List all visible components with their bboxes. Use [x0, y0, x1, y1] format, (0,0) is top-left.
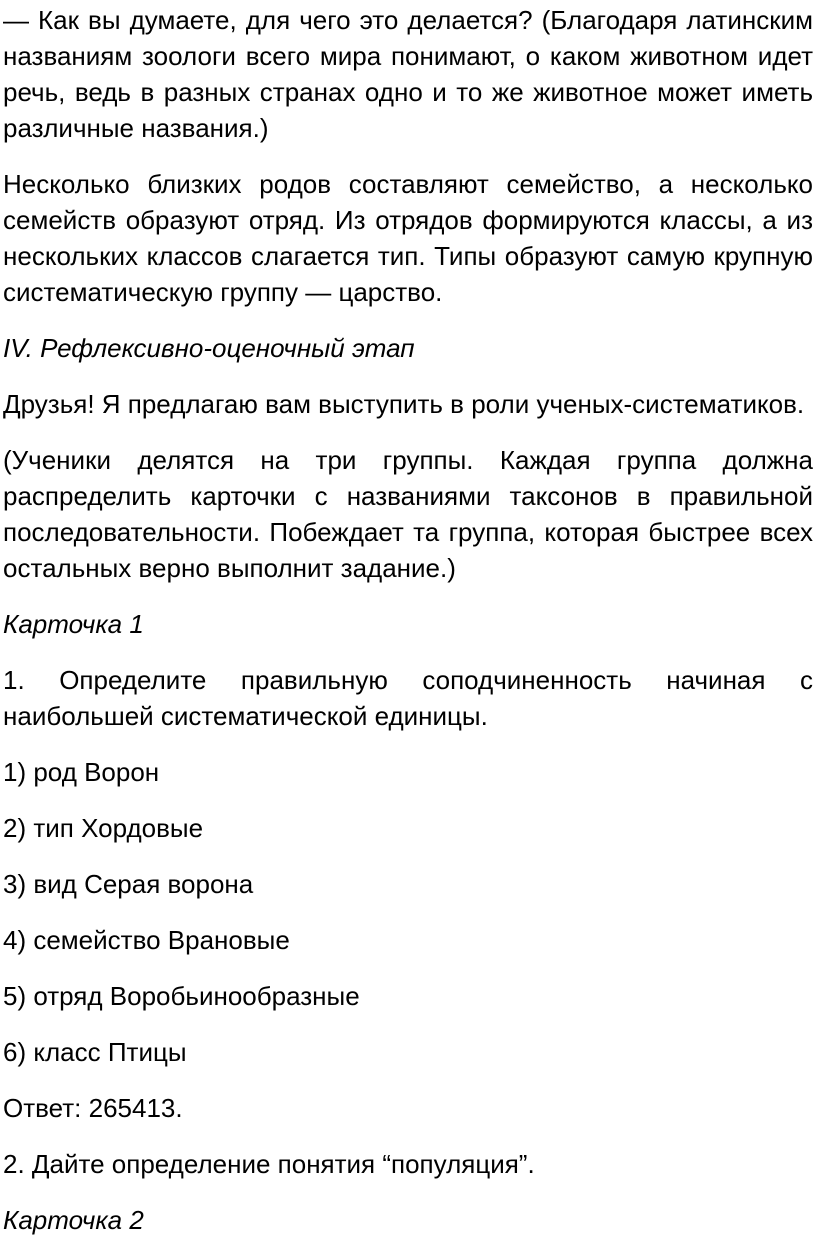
paragraph-group-instructions: (Ученики делятся на три группы. Каждая группа должна распределить карточки с названиями таксонов в правильной последовательности. Побеждает та группа, которая быстрее всех остальных верно выполнит задание.) [3, 445, 813, 583]
option-item: 5) отряд Воробьинообразные [3, 981, 360, 1011]
task-1-text: 1. Определите правильную соподчиненность начиная с наибольшей систематической единицы. [3, 665, 813, 731]
card-1-heading: Карточка 1 [3, 609, 144, 639]
option-item: 3) вид Серая ворона [3, 869, 254, 899]
document-page [3, 2, 813, 1258]
paragraph-latin-names: — Как вы думаете, для чего это делается? (Благодаря латинским названиям зоологи всего мира понимают, о каком животном идет речь, ведь в разных странах одно и то же животное может иметь различные названия.) [3, 5, 813, 143]
task-2-text: 2. Дайте определение понятия “популяция”. [3, 1149, 535, 1179]
option-item: 2) тип Хордовые [3, 813, 204, 843]
answer-text: Ответ: 265413. [3, 1093, 183, 1123]
option-item: 6) класс Птицы [3, 1037, 187, 1067]
paragraph-taxonomy-hierarchy: Несколько близких родов составляют семейство, а несколько семейств образуют отряд. Из отрядов формируются классы, а из нескольких классов слагается тип. Типы образуют самую крупную систематическую группу — царство. [3, 169, 813, 307]
section-heading: IV. Рефлексивно-оценочный этап [3, 333, 415, 363]
card-2-heading: Карточка 2 [3, 1205, 144, 1235]
option-item: 4) семейство Врановые [3, 925, 290, 955]
paragraph-invitation: Друзья! Я предлагаю вам выступить в роли ученых-систематиков. [3, 389, 805, 419]
option-item: 1) род Ворон [3, 757, 160, 787]
